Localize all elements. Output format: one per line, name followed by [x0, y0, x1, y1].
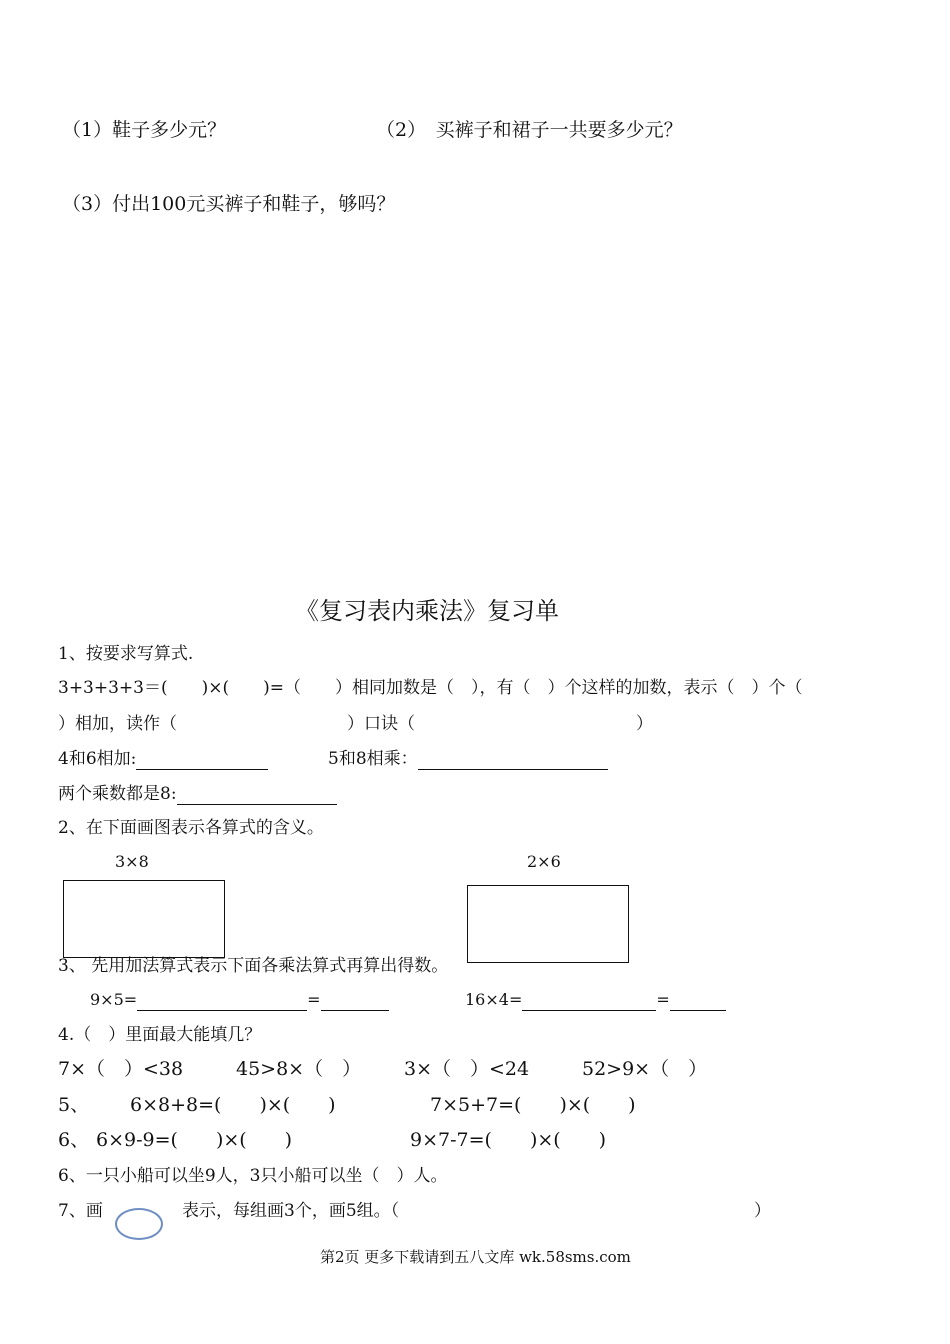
expr-2x6: 2×6	[527, 852, 561, 871]
both-label: 两个乘数都是8:	[58, 784, 177, 804]
inequality-4: 52>9×（ ）	[582, 1058, 708, 1080]
page-title: 《复习表内乘法》复习单	[295, 597, 559, 625]
section6a-label: 6、	[58, 1129, 90, 1151]
section1-heading: 1、按要求写算式.	[58, 644, 194, 664]
oval-icon	[115, 1208, 163, 1240]
inequality-1: 7×（ ）<38	[58, 1058, 184, 1080]
expr-16x4: 16×4=	[465, 990, 523, 1009]
section5-expr2: 7×5+7=( )×( )	[430, 1094, 636, 1116]
drawing-box-2[interactable]	[467, 885, 629, 963]
section5-expr1: 6×8+8=( )×( )	[130, 1094, 336, 1116]
section7-suffix: 表示，每组画3个，画5组。（	[182, 1201, 400, 1221]
section6a-expr2: 9×7-7=( )×( )	[410, 1129, 607, 1151]
expr-3x8: 3×8	[115, 852, 149, 871]
section6b-question: 6、一只小船可以坐9人，3只小船可以坐（ ）人。	[58, 1166, 448, 1186]
section1-line1: 3+3+3+3＝( )×( )=（ ）相同加数是（ ），有（ ）个这样的加数，表示（ ）个（	[58, 678, 803, 698]
inequality-3: 3×（ ）<24	[404, 1058, 530, 1080]
add-label: 4和6相加:	[58, 749, 137, 769]
section2-heading: 2、在下面画图表示各算式的含义。	[58, 818, 324, 838]
page-footer: 第2页 更多下载请到五八文库 wk.58sms.com	[320, 1248, 631, 1266]
question-2: （2） 买裤子和裙子一共要多少元？	[376, 119, 683, 141]
section3-heading: 3、 先用加法算式表示下面各乘法算式再算出得数。	[58, 956, 449, 976]
addition-blank-1[interactable]	[137, 992, 307, 1011]
inequality-2: 45>8×（ ）	[236, 1058, 362, 1080]
section7-prefix: 7、画	[58, 1201, 103, 1221]
section3-expr2	[465, 989, 726, 1011]
section4-heading: 4.（ ）里面最大能填几？	[58, 1025, 262, 1045]
add-answer-blank[interactable]	[136, 751, 268, 770]
result-blank-2[interactable]	[670, 992, 726, 1011]
section5-label: 5、	[58, 1094, 90, 1116]
mul-question	[328, 748, 608, 770]
mul-label: 5和8相乘：	[328, 749, 418, 769]
both-answer-blank[interactable]	[177, 786, 337, 805]
section7-close: ）	[754, 1201, 771, 1221]
drawing-box-1[interactable]	[63, 880, 225, 958]
both-question	[58, 783, 337, 805]
result-blank-1[interactable]	[321, 992, 389, 1011]
section1-line2: ）相加，读作（ ）口诀（ ）	[58, 714, 653, 734]
addition-blank-2[interactable]	[522, 992, 656, 1011]
expr-9x5: 9×5=	[90, 990, 138, 1009]
section3-expr1	[90, 989, 389, 1011]
question-3: （3）付出100元买裤子和鞋子，够吗？	[62, 193, 396, 215]
equals-sign: =	[307, 990, 321, 1009]
question-1: （1）鞋子多少元？	[62, 119, 227, 141]
add-question	[58, 748, 268, 770]
equals-sign: =	[656, 990, 670, 1009]
section6a-expr1: 6×9-9=( )×( )	[96, 1129, 293, 1151]
mul-answer-blank[interactable]	[418, 751, 608, 770]
